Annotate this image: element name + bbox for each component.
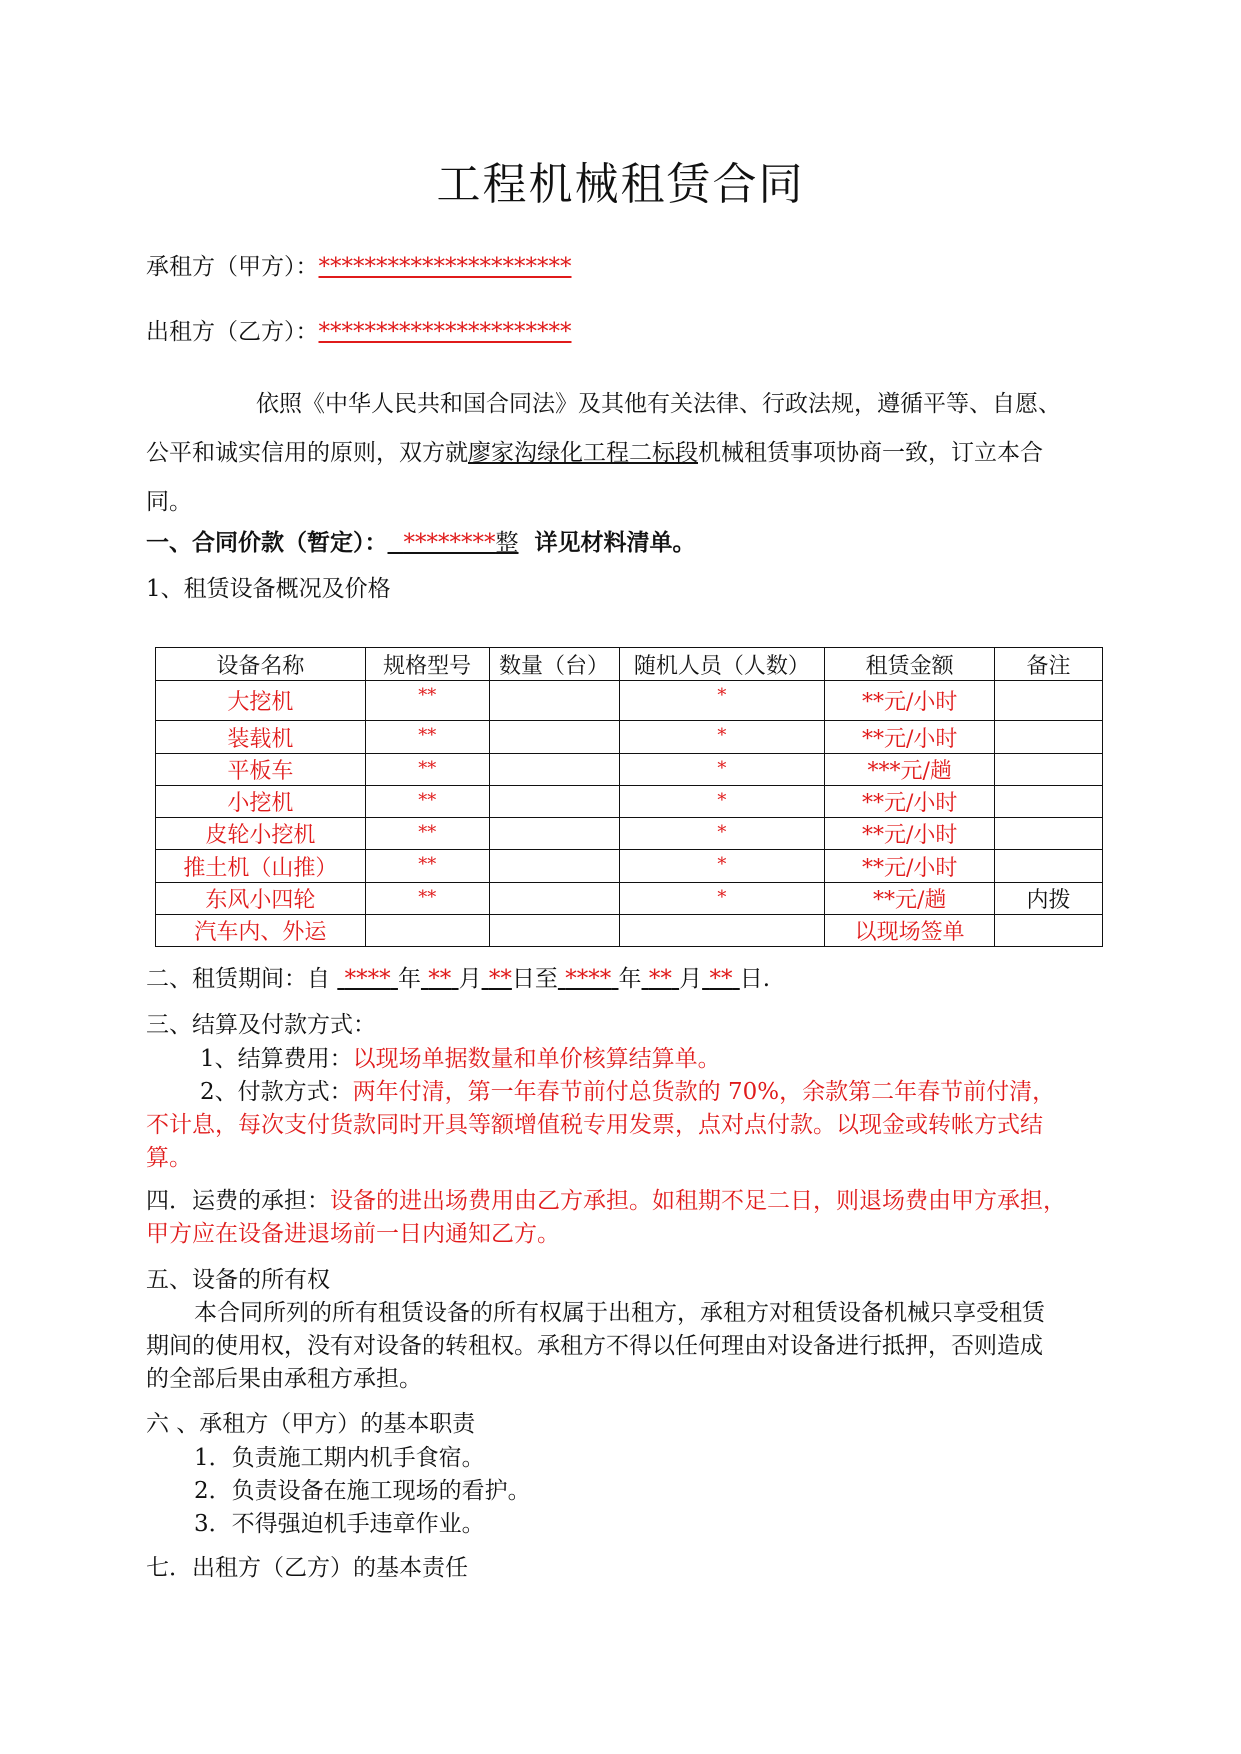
label-month: 月	[458, 966, 482, 992]
cell-note	[995, 915, 1103, 947]
cell-price: **元/趟	[825, 883, 995, 915]
settlement-item	[200, 1040, 721, 1073]
table-row	[156, 915, 1103, 947]
section-7-heading: 七．出租方（乙方）的基本责任	[146, 1555, 468, 1581]
cell-spec: **	[365, 818, 489, 850]
cell-note	[995, 721, 1103, 754]
cell-name: 平板车	[156, 754, 366, 786]
intro-line-2-post: 机械租赁事项协商一致，订立本合	[698, 440, 1043, 466]
table-row	[156, 850, 1103, 883]
table-row	[156, 786, 1103, 818]
end-year: ****	[565, 966, 612, 992]
settlement-label: 1、结算费用：	[200, 1046, 353, 1072]
cell-spec: **	[365, 850, 489, 883]
cell-qty	[489, 754, 619, 786]
cell-name: 大挖机	[156, 681, 366, 721]
section-3-heading: 三、结算及付款方式：	[146, 1012, 376, 1038]
cell-name: 皮轮小挖机	[156, 818, 366, 850]
cell-note	[995, 681, 1103, 721]
payment-text-line-1: 两年付清，第一年春节前付总货款的 70%，余款第二年春节前付清，	[352, 1079, 1056, 1105]
cell-qty	[489, 915, 619, 947]
cell-name: 推土机（山推）	[156, 850, 366, 883]
cell-qty	[489, 721, 619, 754]
section-1-suffix: 详见材料清单。	[534, 529, 696, 556]
cell-qty	[489, 681, 619, 721]
cell-staff: *	[619, 754, 825, 786]
cell-price: 以现场签单	[825, 915, 995, 947]
header-staff: 随机人员（人数）	[619, 648, 825, 681]
start-month: **	[428, 966, 452, 992]
intro-line-2-pre: 公平和诚实信用的原则，双方就	[146, 440, 468, 466]
header-equipment-name: 设备名称	[156, 648, 366, 681]
table-row	[156, 818, 1103, 850]
document-title: 工程机械租赁合同	[436, 159, 805, 210]
start-day: **	[488, 966, 512, 992]
party-b-label: 出租方（乙方）：	[146, 319, 319, 345]
cell-note	[995, 850, 1103, 883]
table-row	[156, 681, 1103, 721]
cell-spec: **	[365, 721, 489, 754]
cell-price: **元/小时	[825, 818, 995, 850]
table-row	[156, 883, 1103, 915]
payment-text-line-3: 算。	[146, 1145, 192, 1171]
cell-staff	[619, 915, 825, 947]
cell-price: **元/小时	[825, 850, 995, 883]
section-6-item: 1．负责施工期内机手食宿。	[194, 1445, 485, 1471]
label-day-to: 日至	[511, 966, 558, 992]
section-5-line-3: 的全部后果由承租方承担。	[146, 1366, 422, 1392]
cell-note	[995, 786, 1103, 818]
settlement-text: 以现场单据数量和单价核算结算单。	[352, 1046, 721, 1072]
end-day: **	[709, 966, 733, 992]
cell-staff: *	[619, 681, 825, 721]
table-header-row	[156, 648, 1103, 681]
party-a-line	[146, 248, 572, 281]
section-2-prefix: 二、租赁期间：自	[146, 966, 330, 992]
cell-note: 内拨	[995, 883, 1103, 915]
table-row	[156, 721, 1103, 754]
payment-label: 2、付款方式：	[200, 1079, 353, 1105]
section-1-heading	[146, 524, 696, 557]
party-a-label: 承租方（甲方）：	[146, 254, 319, 280]
contract-amount-value: ********	[403, 530, 496, 556]
section-6-item: 2．负责设备在施工现场的看护。	[194, 1478, 531, 1504]
cell-name: 小挖机	[156, 786, 366, 818]
cell-note	[995, 818, 1103, 850]
cell-qty	[489, 818, 619, 850]
cell-staff: *	[619, 818, 825, 850]
cell-staff: *	[619, 721, 825, 754]
contract-amount	[388, 529, 519, 556]
label-year: 年	[397, 966, 421, 992]
cell-staff: *	[619, 850, 825, 883]
header-spec: 规格型号	[365, 648, 489, 681]
section-6-heading: 六 、承租方（甲方）的基本职责	[146, 1411, 476, 1437]
section-4-line-1: 设备的进出场费用由乙方承担。如租期不足二日，则退场费由甲方承担，	[330, 1188, 1066, 1214]
cell-spec: **	[365, 786, 489, 818]
section-2-lease-period	[146, 960, 770, 993]
equipment-table	[155, 647, 1103, 947]
cell-staff: *	[619, 786, 825, 818]
contract-amount-suffix: 整	[495, 530, 519, 556]
cell-spec: **	[365, 883, 489, 915]
subsection-1-heading: 1、租赁设备概况及价格	[146, 576, 391, 602]
cell-note	[995, 754, 1103, 786]
cell-price: **元/小时	[825, 721, 995, 754]
header-note: 备注	[995, 648, 1103, 681]
cell-spec: **	[365, 681, 489, 721]
start-year: ****	[344, 966, 391, 992]
label-year-2: 年	[618, 966, 642, 992]
cell-spec	[365, 915, 489, 947]
cell-name: 东风小四轮	[156, 883, 366, 915]
intro-line-2	[146, 434, 1043, 467]
intro-line-3: 同。	[146, 489, 192, 515]
section-6-item: 3．不得强迫机手违章作业。	[194, 1511, 485, 1537]
label-end: 日.	[739, 966, 771, 992]
cell-price: ***元/趟	[825, 754, 995, 786]
end-month: **	[648, 966, 672, 992]
payment-item	[200, 1073, 1055, 1106]
cell-qty	[489, 850, 619, 883]
party-a-value: **********************	[318, 254, 572, 280]
cell-spec: **	[365, 754, 489, 786]
cell-qty	[489, 883, 619, 915]
section-5-line-1: 本合同所列的所有租赁设备的所有权属于出租方，承租方对租赁设备机械只享受租赁	[194, 1300, 1045, 1326]
section-4-line-2: 甲方应在设备进退场前一日内通知乙方。	[146, 1221, 560, 1247]
header-rental-price: 租赁金额	[825, 648, 995, 681]
cell-staff: *	[619, 883, 825, 915]
table-row	[156, 754, 1103, 786]
cell-qty	[489, 786, 619, 818]
cell-name: 装载机	[156, 721, 366, 754]
section-5-line-2: 期间的使用权，没有对设备的转租权。承租方不得以任何理由对设备进行抵押，否则造成	[146, 1333, 1043, 1359]
label-month-2: 月	[679, 966, 703, 992]
section-4-freight	[146, 1182, 1066, 1215]
payment-text-line-2: 不计息，每次支付货款同时开具等额增值税专用发票，点对点付款。以现金或转帐方式结	[146, 1112, 1043, 1138]
intro-line-1: 依照《中华人民共和国合同法》及其他有关法律、行政法规，遵循平等、自愿、	[256, 391, 1061, 417]
project-name: 廖家沟绿化工程二标段	[468, 440, 698, 466]
section-1-prefix: 一、合同价款（暂定）：	[146, 529, 388, 556]
cell-price: **元/小时	[825, 681, 995, 721]
header-quantity: 数量（台）	[489, 648, 619, 681]
cell-price: **元/小时	[825, 786, 995, 818]
cell-name: 汽车内、外运	[156, 915, 366, 947]
section-5-heading: 五、设备的所有权	[146, 1267, 330, 1293]
party-b-line	[146, 313, 572, 346]
section-4-label: 四．运费的承担：	[146, 1188, 330, 1214]
party-b-value: **********************	[318, 319, 572, 345]
